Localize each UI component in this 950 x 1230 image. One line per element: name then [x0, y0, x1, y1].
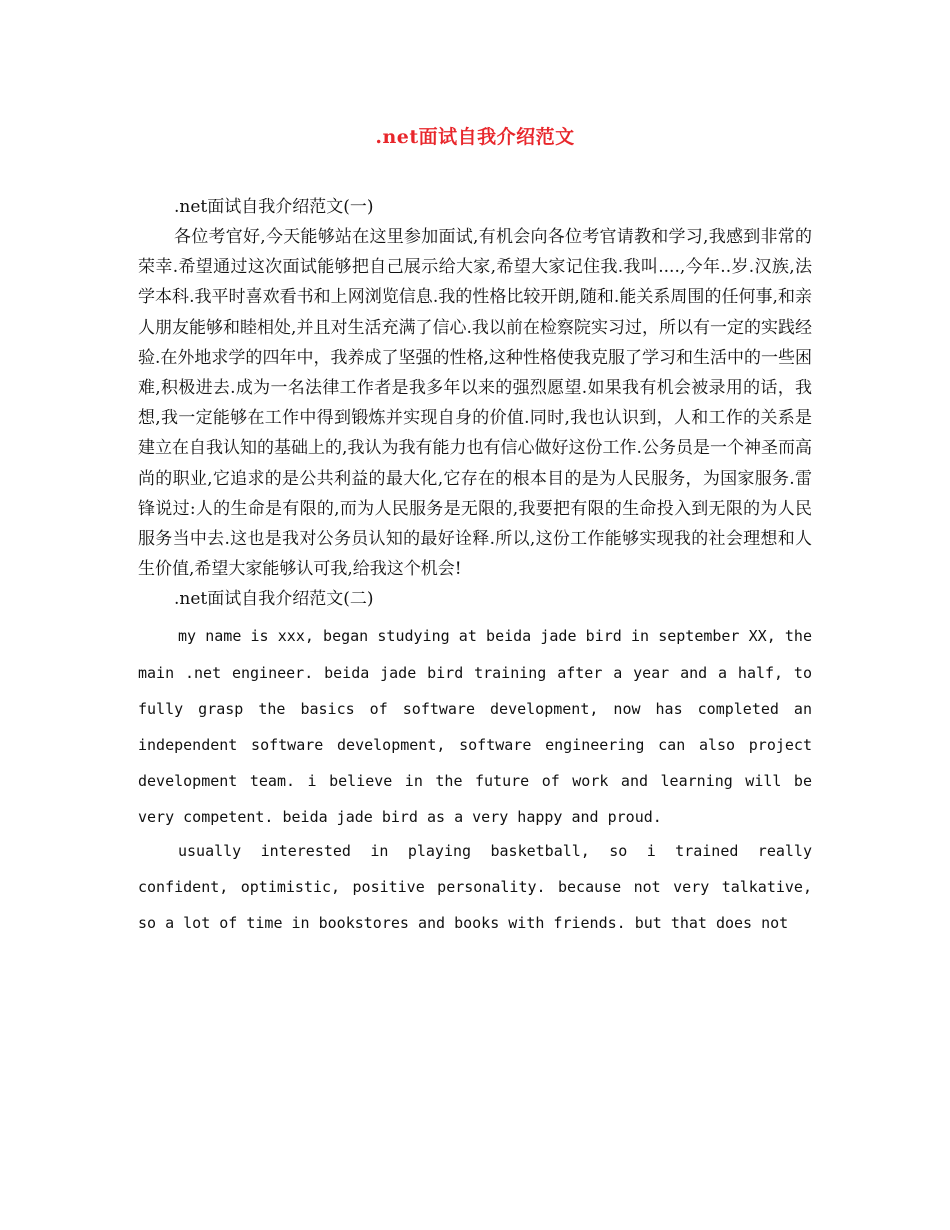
- document-body: [138, 192, 812, 941]
- section-1-paragraph: 各位考官好,今天能够站在这里参加面试,有机会向各位考官请教和学习,我感到非常的荣幸.希望通过这次面试能够把自己展示给大家,希望大家记住我.我叫....,今年..岁.汉族,法学本科.我平时喜欢看书和上网浏览信息.我的性格比较开朗,随和.能关系周围的任何事,和亲人朋友能够和睦相处,并且对生活充满了信心.我以前在检察院实习过，所以有一定的实践经验.在外地求学的四年中，我养成了坚强的性格,这种性格使我克服了学习和生活中的一些困难,积极进去.成为一名法律工作者是我多年以来的强烈愿望.如果我有机会被录用的话，我想,我一定能够在工作中得到锻炼并实现自身的价值.同时,我也认识到，人和工作的关系是建立在自我认知的基础上的,我认为我有能力也有信心做好这份工作.公务员是一个神圣而高尚的职业,它追求的是公共利益的最大化,它存在的根本目的是为人民服务，为国家服务.雷锋说过:人的生命是有限的,而为人民服务是无限的,我要把有限的生命投入到无限的为人民服务当中去.这也是我对公务员认知的最好诠释.所以,这份工作能够实现我的社会理想和人生价值,希望大家能够认可我,给我这个机会!: [138, 227, 812, 580]
- section-2-paragraph-1: my name is xxx, began studying at beida jade bird in september XX, the main .net engineer. beida jade bird training after a year and a half, to fully grasp the basics of software development, now has completed an independent software development, software engineering can also project development team. i believe in the future of work and learning will be very competent. beida jade bird as a very happy and proud.: [138, 627, 812, 827]
- section-heading-1: .net面试自我介绍范文(一): [174, 197, 374, 217]
- section-heading-2: .net面试自我介绍范文(二): [174, 589, 374, 610]
- document-title: .net面试自我介绍范文: [375, 126, 575, 148]
- section-2-paragraph-2: usually interested in playing basketball, so i trained really confident, optimistic, positive personality. because not very talkative, so a lot of time in bookstores and books with friends. but that does not: [138, 841, 812, 933]
